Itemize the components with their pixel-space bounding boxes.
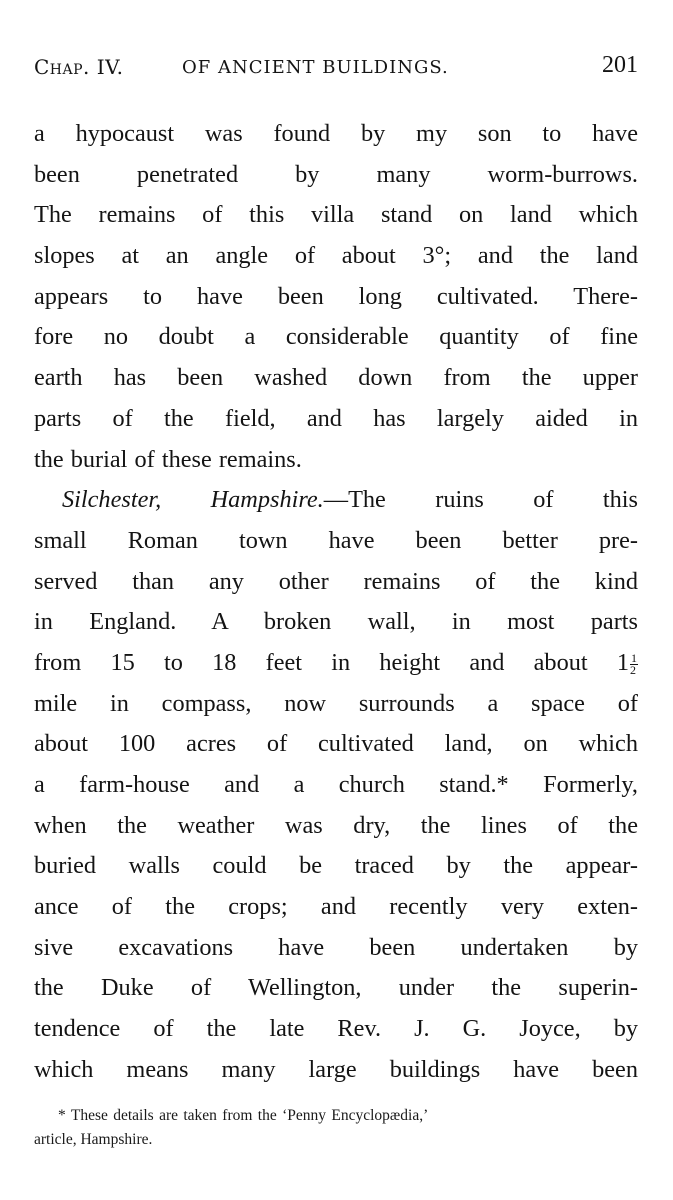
text-line: earth has been washed down from the upper	[34, 364, 638, 392]
footnote	[34, 1104, 638, 1152]
text-line: the burial of these remains.	[34, 445, 302, 473]
fraction-denominator: 2	[630, 662, 636, 677]
text-line: small Roman town have been better pre-	[34, 526, 638, 554]
text-line: a farm-house and a church stand.* Formerly,	[34, 771, 638, 798]
running-title: OF ANCIENT BUILDINGS.	[182, 57, 449, 78]
text-line: tendence of the late Rev. J. G. Joyce, by	[34, 1015, 638, 1043]
text-line: mile in compass, now surrounds a space of	[34, 689, 638, 717]
text-line: when the weather was dry, the lines of the	[34, 811, 638, 839]
text-line: ance of the crops; and recently very exten-	[34, 893, 638, 921]
text-line: The remains of this villa stand on land which	[34, 201, 638, 229]
fraction-numerator: 1	[631, 650, 637, 665]
footnote-line: article, Hampshire.	[34, 1131, 153, 1148]
text-span: —The ruins of this	[323, 486, 638, 514]
text-line: buried walls could be traced by the appear-	[34, 852, 638, 880]
section-place-heading: Silchester, Hampshire.	[62, 486, 324, 514]
text-line: sive excavations have been undertaken by	[34, 933, 638, 961]
body-text	[34, 114, 638, 1091]
text-line: in England. A broken wall, in most parts	[34, 608, 638, 636]
chapter-label: Chap. IV.	[34, 55, 124, 79]
text-line: which means many large buildings have been	[34, 1055, 638, 1083]
page-number: 201	[602, 52, 638, 78]
text-line: parts of the field, and has largely aided in	[34, 404, 638, 432]
text-line	[34, 643, 638, 684]
page-header	[34, 52, 638, 88]
fraction	[630, 650, 638, 677]
text-span: from 15 to 18 feet in height and about 1	[34, 648, 629, 676]
text-line: served than any other remains of the kind	[34, 567, 638, 595]
text-line: been penetrated by many worm-burrows.	[34, 160, 638, 188]
text-line	[34, 480, 638, 521]
text-line: appears to have been long cultivated. There-	[34, 282, 638, 310]
text-line: slopes at an angle of about 3°; and the land	[34, 242, 638, 270]
text-line: about 100 acres of cultivated land, on which	[34, 730, 638, 758]
text-line: fore no doubt a considerable quantity of fine	[34, 323, 638, 351]
text-line: a hypocaust was found by my son to have	[34, 120, 638, 147]
footnote-line: * These details are taken from the ‘Penny Encyclopædia,’	[58, 1107, 429, 1124]
text-line: the Duke of Wellington, under the superin-	[34, 974, 638, 1002]
